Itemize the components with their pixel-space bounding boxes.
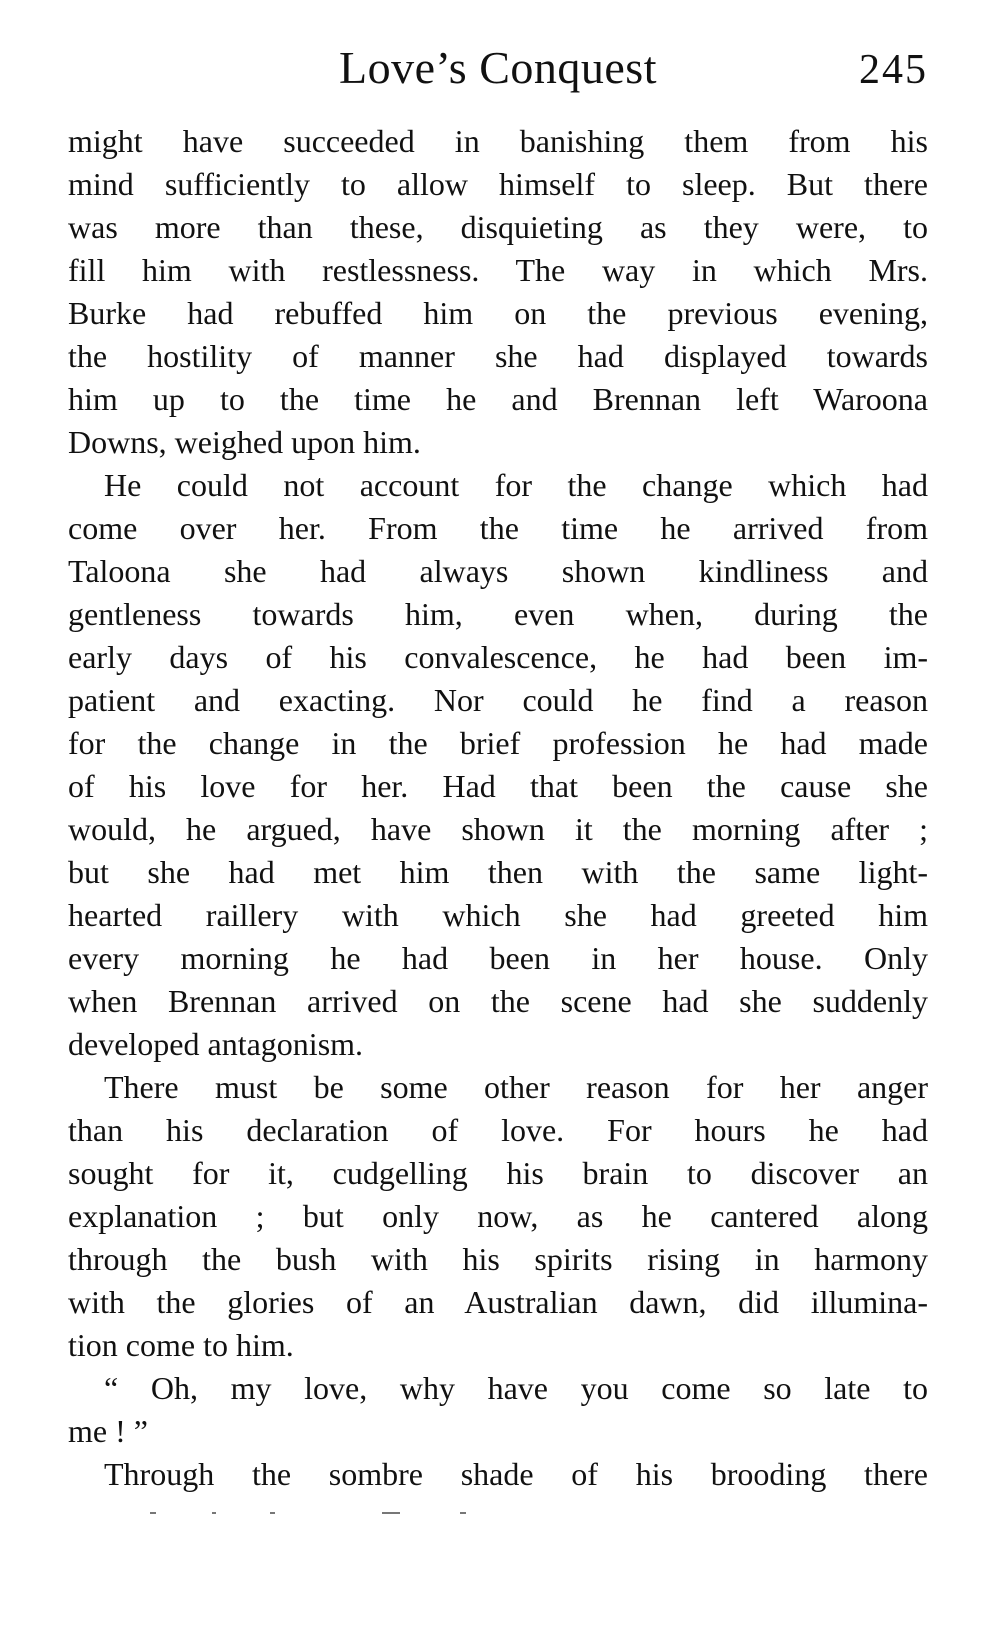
text-line: the hostility of manner she had displayed towards bbox=[68, 338, 928, 374]
text-line: me ! ” bbox=[68, 1413, 148, 1449]
text-line: There must be some other reason for her anger bbox=[104, 1069, 928, 1105]
text-line: sought for it, cudgelling his brain to discover an bbox=[68, 1155, 928, 1191]
stray-mark bbox=[212, 1512, 216, 1514]
cut-off-next-line-marks bbox=[150, 1512, 490, 1518]
text-line: Taloona she had always shown kindliness and bbox=[68, 553, 928, 589]
text-line: for the change in the brief profession he had made bbox=[68, 725, 928, 761]
stray-mark bbox=[382, 1512, 400, 1514]
body-text bbox=[68, 120, 928, 1496]
text-line: every morning he had been in her house. Only bbox=[68, 940, 928, 976]
text-line: gentleness towards him, even when, during the bbox=[68, 596, 928, 632]
text-line: of his love for her. Had that been the cause she bbox=[68, 768, 928, 804]
text-line: might have succeeded in banishing them from his bbox=[68, 123, 928, 159]
text-line: but she had met him then with the same light- bbox=[68, 854, 928, 890]
page-number: 245 bbox=[859, 47, 928, 93]
text-line: Burke had rebuffed him on the previous evening, bbox=[68, 295, 928, 331]
text-line: than his declaration of love. For hours he had bbox=[68, 1112, 928, 1148]
text-line: mind sufficiently to allow himself to sleep. But there bbox=[68, 166, 928, 202]
stray-mark bbox=[270, 1512, 275, 1514]
text-line: tion come to him. bbox=[68, 1327, 294, 1363]
text-line: through the bush with his spirits rising in harmony bbox=[68, 1241, 928, 1277]
text-line: when Brennan arrived on the scene had she suddenly bbox=[68, 983, 928, 1019]
text-line: Through the sombre shade of his brooding there bbox=[104, 1456, 928, 1492]
text-line: developed antagonism. bbox=[68, 1026, 364, 1062]
text-line: would, he argued, have shown it the morning after ; bbox=[68, 811, 928, 847]
text-line: early days of his convalescence, he had been im- bbox=[68, 639, 928, 675]
text-line: with the glories of an Australian dawn, did illumina- bbox=[68, 1284, 928, 1320]
stray-mark bbox=[150, 1512, 156, 1514]
text-line: “ Oh, my love, why have you come so late to bbox=[104, 1370, 928, 1406]
text-line: patient and exacting. Nor could he find a reason bbox=[68, 682, 928, 718]
running-title: Love’s Conquest bbox=[339, 42, 657, 93]
text-line: Downs, weighed upon him. bbox=[68, 424, 421, 460]
running-head bbox=[68, 40, 928, 100]
text-line: was more than these, disquieting as they were, to bbox=[68, 209, 928, 245]
stray-mark bbox=[460, 1512, 466, 1514]
text-line: fill him with restlessness. The way in which Mrs. bbox=[68, 252, 928, 288]
text-line: hearted raillery with which she had greeted him bbox=[68, 897, 928, 933]
text-line: explanation ; but only now, as he cantered along bbox=[68, 1198, 928, 1234]
text-line: come over her. From the time he arrived from bbox=[68, 510, 928, 546]
text-line: him up to the time he and Brennan left Waroona bbox=[68, 381, 928, 417]
text-line: He could not account for the change which had bbox=[104, 467, 928, 503]
